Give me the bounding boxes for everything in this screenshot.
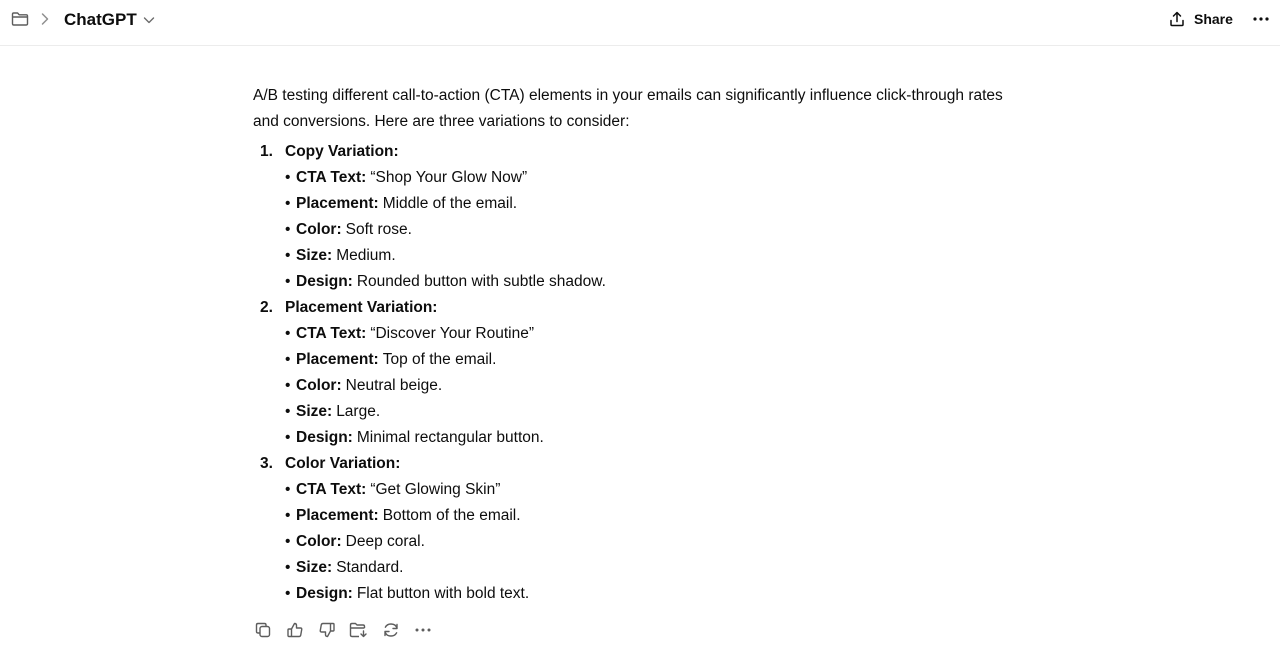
share-label: Share xyxy=(1194,11,1233,27)
section-title: Placement Variation: xyxy=(285,299,438,316)
list-item xyxy=(253,451,1013,607)
share-button[interactable] xyxy=(1168,8,1233,30)
list-item: • Placement: Bottom of the email. xyxy=(253,503,1013,529)
section-number: 2. xyxy=(260,299,273,316)
item-key: Placement: xyxy=(296,507,379,524)
assistant-message xyxy=(253,83,1013,607)
regenerate-button[interactable] xyxy=(381,620,401,640)
item-key: Design: xyxy=(296,429,353,446)
item-key: Design: xyxy=(296,585,353,602)
item-key: Size: xyxy=(296,403,333,420)
branch-in-new-chat-button[interactable] xyxy=(349,620,369,640)
message-intro: A/B testing different call-to-action (CTA) elements in your emails can significantly influence click-through rates and conversions. Here are three variations to consider: xyxy=(253,87,1003,130)
copy-button[interactable] xyxy=(253,620,273,640)
bad-response-button[interactable] xyxy=(317,620,337,640)
chevron-right-icon xyxy=(40,11,54,27)
list-item: • Design: Flat button with bold text. xyxy=(253,581,1013,607)
message-actions xyxy=(253,620,433,642)
copy-icon xyxy=(254,621,272,639)
section-title: Color Variation: xyxy=(285,455,401,472)
list-item xyxy=(253,139,1013,295)
item-value: Minimal rectangular button. xyxy=(356,429,544,446)
item-key: Color: xyxy=(296,533,342,550)
list-item: • Design: Minimal rectangular button. xyxy=(253,425,1013,451)
section-title: Copy Variation: xyxy=(285,143,399,160)
share-icon xyxy=(1168,10,1186,28)
model-title: ChatGPT xyxy=(64,10,137,29)
item-value: “Discover Your Routine” xyxy=(370,325,535,342)
list-item: • Color: Soft rose. xyxy=(253,217,1013,243)
good-response-button[interactable] xyxy=(285,620,305,640)
list-item: • CTA Text: “Shop Your Glow Now” xyxy=(253,165,1013,191)
more-horizontal-icon xyxy=(414,627,432,633)
item-value: Large. xyxy=(336,403,381,420)
item-key: Size: xyxy=(296,247,333,264)
item-key: Color: xyxy=(296,221,342,238)
item-value: Bottom of the email. xyxy=(382,507,521,524)
list-item: • Size: Standard. xyxy=(253,555,1013,581)
more-actions-button[interactable] xyxy=(413,620,433,640)
section-number: 3. xyxy=(260,455,273,472)
list-item xyxy=(253,295,1013,451)
item-key: Size: xyxy=(296,559,333,576)
list-item: • Placement: Middle of the email. xyxy=(253,191,1013,217)
item-value: Rounded button with subtle shadow. xyxy=(356,273,606,290)
regenerate-icon xyxy=(382,621,400,639)
item-value: “Shop Your Glow Now” xyxy=(370,169,528,186)
item-key: CTA Text: xyxy=(296,481,367,498)
conversation-options-button[interactable] xyxy=(1250,9,1272,29)
item-value: Middle of the email. xyxy=(382,195,518,212)
thumbs-down-icon xyxy=(318,621,336,639)
item-key: Placement: xyxy=(296,195,379,212)
list-item: • Placement: Top of the email. xyxy=(253,347,1013,373)
item-value: Top of the email. xyxy=(382,351,497,368)
project-folder-button[interactable] xyxy=(10,9,30,29)
item-value: Medium. xyxy=(336,247,396,264)
thumbs-up-icon xyxy=(286,621,304,639)
list-item: • Color: Neutral beige. xyxy=(253,373,1013,399)
top-bar xyxy=(0,0,1280,46)
list-item: • CTA Text: “Discover Your Routine” xyxy=(253,321,1013,347)
folder-icon xyxy=(11,11,29,27)
item-value: Neutral beige. xyxy=(345,377,443,394)
item-key: Placement: xyxy=(296,351,379,368)
item-key: Color: xyxy=(296,377,342,394)
list-item: • Color: Deep coral. xyxy=(253,529,1013,555)
item-key: CTA Text: xyxy=(296,325,367,342)
more-horizontal-icon xyxy=(1252,16,1270,22)
branch-icon xyxy=(349,621,369,639)
list-item: • Size: Large. xyxy=(253,399,1013,425)
section-number: 1. xyxy=(260,143,273,160)
list-item: • Size: Medium. xyxy=(253,243,1013,269)
item-value: “Get Glowing Skin” xyxy=(370,481,501,498)
chevron-down-icon xyxy=(143,15,155,25)
item-value: Deep coral. xyxy=(345,533,425,550)
item-value: Soft rose. xyxy=(345,221,412,238)
list-item: • Design: Rounded button with subtle shadow. xyxy=(253,269,1013,295)
list-item: • CTA Text: “Get Glowing Skin” xyxy=(253,477,1013,503)
item-key: CTA Text: xyxy=(296,169,367,186)
item-value: Flat button with bold text. xyxy=(356,585,530,602)
model-switcher[interactable] xyxy=(64,8,155,32)
item-key: Design: xyxy=(296,273,353,290)
item-value: Standard. xyxy=(336,559,404,576)
